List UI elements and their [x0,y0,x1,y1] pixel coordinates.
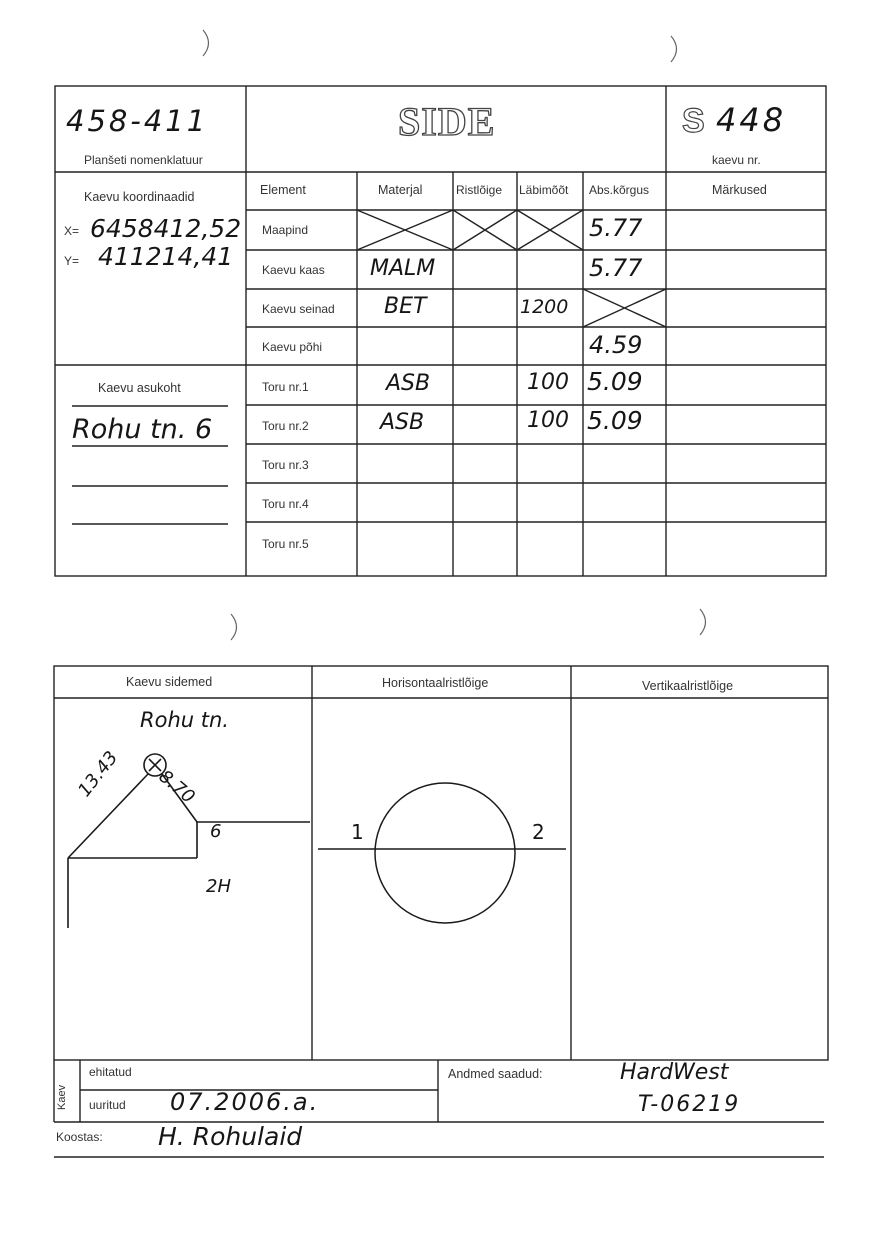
sketch-distance-right: 8.70 [154,766,199,808]
coord-x-value: 6458412,52 [90,214,242,243]
cross-section-drawing [318,783,566,923]
row-label-kaevu-pohi: Kaevu põhi [262,340,323,354]
location-label: Kaevu asukoht [98,381,181,395]
row-label-kaevu-seinad: Kaevu seinad [262,302,335,316]
header-horisontaalristloige: Horisontaalristlõige [382,676,489,690]
header-kaevu-sidemed: Kaevu sidemed [126,675,213,689]
well-prefix: S [682,102,705,140]
coord-y-label: Y= [64,254,80,268]
cell-materjal-kaas: MALM [370,256,436,281]
header-ristloige: Ristlõige [456,183,503,197]
cell-abs-toru-2: 5.09 [587,406,643,435]
header-materjal: Materjal [378,183,423,197]
row-label-toru-1: Toru nr.1 [262,380,309,394]
kaev-label: Kaev [56,1084,68,1110]
coord-x-label: X= [64,224,80,238]
row-label-kaevu-kaas: Kaevu kaas [262,263,325,277]
uuritud-value: 07.2006.a. [170,1088,320,1116]
cell-abs-maapind: 5.77 [589,214,643,242]
row-label-toru-4: Toru nr.4 [262,497,309,511]
cell-materjal-seinad: BET [384,294,427,319]
andmed-label: Andmed saadud: [448,1067,543,1081]
row-label-maapind: Maapind [262,223,309,237]
koostas-label: Koostas: [56,1130,103,1144]
ehitatud-label: ehitatud [89,1065,132,1079]
header-labimoot: Läbimõõt [519,183,569,197]
section-label-1: 1 [351,820,364,844]
cell-abs-pohi: 4.59 [589,331,643,359]
sketch-house-number: 6 [210,821,222,842]
cell-materjal-toru-2: ASB [380,410,425,435]
location-value: Rohu tn. 6 [72,414,213,445]
header-vertikaalristloige: Vertikaalristlõige [642,679,734,693]
header-element: Element [260,183,306,197]
coord-y-value: 411214,41 [98,242,234,271]
andmed-value-code: T-06219 [638,1092,741,1117]
cell-abs-kaas: 5.77 [589,254,643,282]
cell-labimoot-seinad: 1200 [520,296,569,318]
section-label-2: 2 [532,820,545,844]
coords-label: Kaevu koordinaadid [84,190,195,204]
form-title: SIDE [398,99,496,144]
well-number: 448 [716,101,787,139]
sketch-street-label: Rohu tn. [140,708,229,732]
row-label-toru-2: Toru nr.2 [262,419,309,433]
cell-abs-toru-1: 5.09 [587,367,643,396]
row-label-toru-3: Toru nr.3 [262,458,309,472]
koostas-signature: H. Rohulaid [158,1122,303,1151]
cell-labimoot-toru-2: 100 [527,408,569,433]
sketch-distance-left: 13.43 [74,747,123,801]
cell-materjal-toru-1: ASB [386,371,431,396]
header-markused: Märkused [712,183,767,197]
header-abs-korgus: Abs.kõrgus [589,183,650,197]
plansheet-value: 458-411 [66,104,209,138]
row-label-toru-5: Toru nr.5 [262,537,309,551]
uuritud-label: uuritud [89,1098,126,1112]
plansheet-label: Planšeti nomenklatuur [84,153,203,167]
andmed-value-source: HardWest [620,1060,729,1085]
well-number-label: kaevu nr. [712,153,761,167]
sketch-side-label: 2H [206,876,231,897]
cell-labimoot-toru-1: 100 [527,370,569,395]
